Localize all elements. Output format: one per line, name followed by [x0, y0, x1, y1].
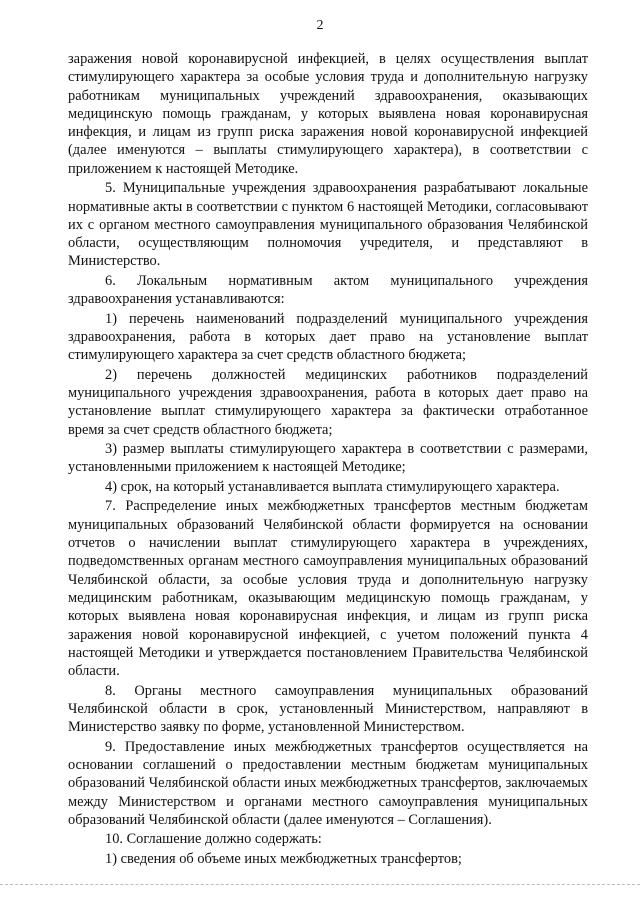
page-number: 2 — [316, 18, 324, 33]
paragraph-item-7: 7. Распределение иных межбюджетных трансфертов местным бюджетам муниципальных образований Челябинской области формируется на основании отчетов о начислении выплат стимулирующего характера в учреждениях, подведомственных органам местного самоуправления муниципальных образований Челябинской области, за особые условия труда и дополнительную нагрузку медицинским работникам, оказывающим медицинскую помощь гражданам, у которых выявлена новая коронавирусная инфекция, и лицам из групп риска заражения новой коронавирусной инфекцией, с учетом положений пункта 4 настоящей Методики и утверждается постановлением Правительства Челябинской области. — [68, 498, 588, 680]
paragraph-item-10: 10. Соглашение должно содержать: — [105, 831, 322, 848]
paragraph-item-9: 9. Предоставление иных межбюджетных трансфертов осуществляется на основании соглашений о предоставлении местным бюджетам муниципальных образований Челябинской области иных межбюджетных трансфертов, заключаемых между Министерством и органами местного самоуправления муниципальных образований Челябинской области (далее именуются – Соглашения). — [68, 738, 588, 828]
paragraph-item-8: 8. Органы местного самоуправления муниципальных образований Челябинской области в срок, установленный Министерством, направляют в Министерство заявку по форме, установленной Министерством. — [68, 682, 588, 736]
paragraph-item-5: 5. Муниципальные учреждения здравоохранения разрабатывают локальные нормативные акты в соответствии с пунктом 6 настоящей Методики, согласовывают их с органом местного самоуправления муниципального образования Челябинской области, осуществляющим полномочия учредителя, и представляют в Министерство. — [68, 180, 588, 270]
subitem-6-4: 4) срок, на который устанавливается выплата стимулирующего характера. — [105, 478, 560, 495]
subitem-6-1: 1) перечень наименований подразделений муниципального учреждения здравоохранения, работа в которых дает право на установление выплат стимулирующего характера за счет средств областного бюджета; — [68, 310, 588, 364]
paragraph-continuation: заражения новой коронавирусной инфекцией, в целях осуществления выплат стимулирующего характера за особые условия труда и дополнительную нагрузку работникам муниципальных учреждений здравоохранения, оказывающих медицинскую помощь гражданам, у которых выявлена новая коронавирусная инфекция, и лицам из групп риска заражения новой коронавирусной инфекцией (далее именуются – выплаты стимулирующего характера), в соответствии с приложением к настоящей Методике. — [68, 51, 588, 177]
subitem-6-3: 3) размер выплаты стимулирующего характера в соответствии с размерами, установленными приложением к настоящей Методике; — [68, 441, 588, 476]
subitem-10-1: 1) сведения об объеме иных межбюджетных трансфертов; — [105, 850, 462, 867]
page-bottom-divider — [0, 884, 640, 886]
document-body — [68, 50, 588, 869]
subitem-6-2: 2) перечень должностей медицинских работников подразделений муниципального учреждения здравоохранения, работа в которых дает право на установление выплат стимулирующего характера за фактически отработанное время за счет средств областного бюджета; — [68, 366, 588, 438]
paragraph-item-6: 6. Локальным нормативным актом муниципального учреждения здравоохранения устанавливаются: — [68, 272, 588, 308]
